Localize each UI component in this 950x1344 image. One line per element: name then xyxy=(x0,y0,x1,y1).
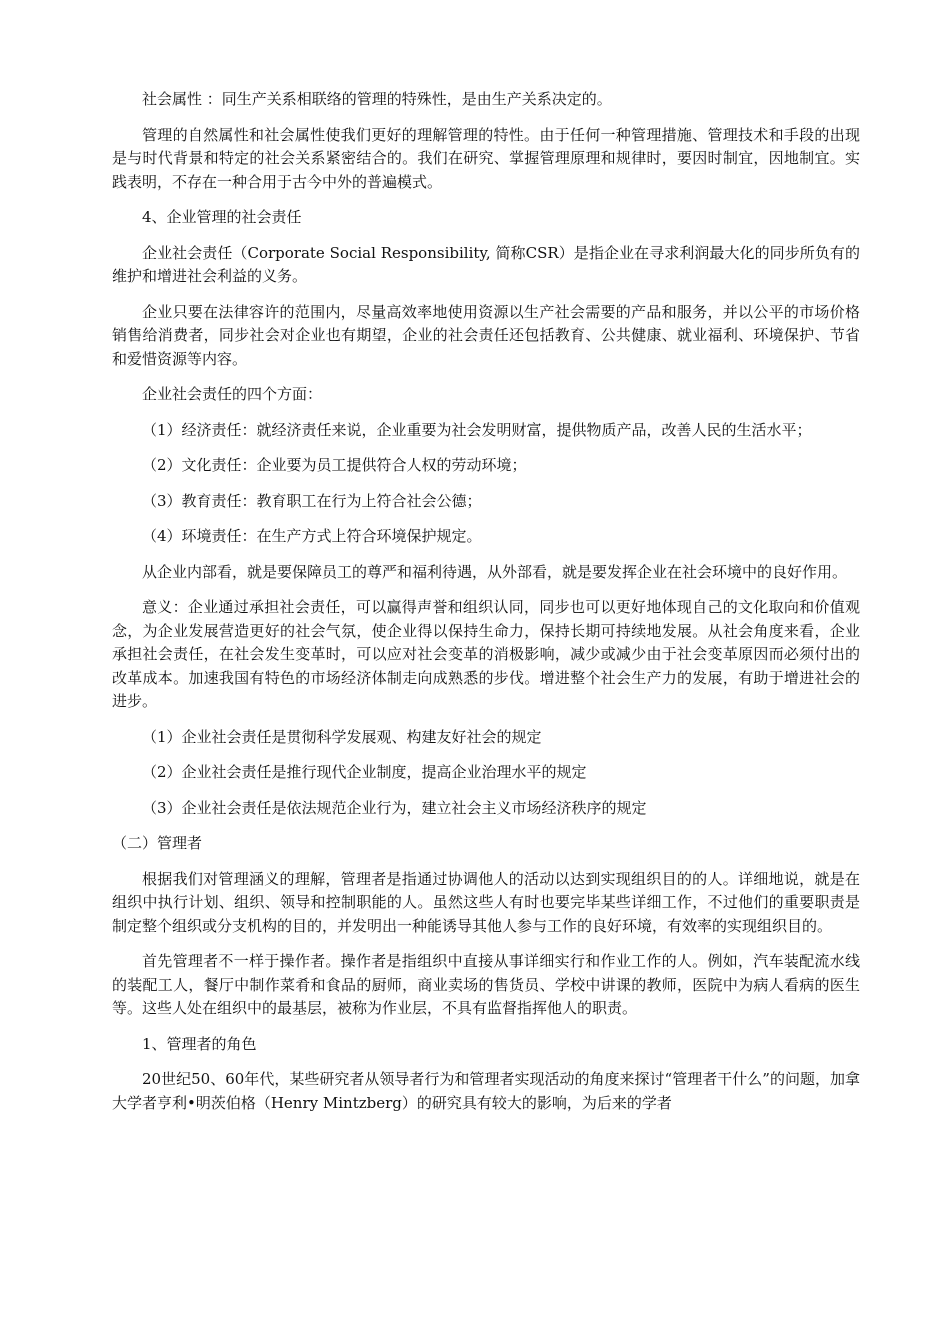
heading-manager-roles: 1、管理者的角色 xyxy=(142,1034,257,1053)
paragraph-csr-definition: 企业社会责任（Corporate Social Responsibility, 简称CSR）是指企业在寻求利润最大化的同步所负有的维护和增进社会利益的义务。 xyxy=(112,243,860,285)
list-item-economic-responsibility: （1）经济责任：就经济责任来说，企业重要为社会发明财富，提供物质产品，改善人民的生活水平； xyxy=(142,420,812,439)
list-item-environment-responsibility: （4）环境责任：在生产方式上符合环境保护规定。 xyxy=(142,527,482,545)
list-item-significance-2: （2）企业社会责任是推行现代企业制度，提高企业治理水平的规定 xyxy=(142,763,587,781)
paragraph-mintzberg: 20世纪50、60年代，某些研究者从领导者行为和管理者实现活动的角度来探讨“管理者干什么”的问题，加拿大学者亨利•明茨伯格（Henry Mintzberg）的研究具有较大的影响，为后来的学者 xyxy=(112,1070,860,1112)
heading-csr: 4、企业管理的社会责任 xyxy=(142,208,302,226)
document-page xyxy=(112,88,860,1127)
paragraph-manager-vs-operator: 首先管理者不一样于操作者。操作者是指组织中直接从事详细实行和作业工作的人。例如，汽车装配流水线的装配工人，餐厅中制作菜肴和食品的厨师，商业卖场的售货员、学校中讲课的教师，医院中为病人看病的医生等。这些人处在组织中的最基层，被称为作业层，不具有监督指挥他人的职责。 xyxy=(112,952,860,1017)
paragraph-csr-four-aspects: 企业社会责任的四个方面： xyxy=(142,385,323,403)
paragraph-management-attributes: 管理的自然属性和社会属性使我们更好的理解管理的特性。由于任何一种管理措施、管理技术和手段的出现是与时代背景和特定的社会关系紧密结合的。我们在研究、掌握管理原理和规律时，要因时制宜，因地制宜。实践表明，不存在一种合用于古今中外的普遍模式。 xyxy=(112,125,860,191)
list-item-significance-3: （3）企业社会责任是依法规范企业行为，建立社会主义市场经济秩序的规定 xyxy=(142,798,647,817)
list-item-cultural-responsibility: （2）文化责任：企业要为员工提供符合人权的劳动环境； xyxy=(142,456,527,474)
list-item-education-responsibility: （3）教育责任：教育职工在行为上符合社会公德； xyxy=(142,491,482,510)
heading-managers: （二）管理者 xyxy=(112,834,203,852)
paragraph-significance: 意义：企业通过承担社会责任，可以赢得声誉和组织认同，同步也可以更好地体现自己的文化取向和价值观念，为企业发展营造更好的社会气氛，使企业得以保持生命力，保持长期可持续地发展。从社会角度来看，企业承担社会责任，在社会发生变革时，可以应对社会变革的消极影响，减少或减少由于社会变革原因而必须付出的改革成本。加速我国有特色的市场经济体制走向成熟悉的步伐。增进整个社会生产力的发展，有助于增进社会的进步。 xyxy=(112,598,860,710)
paragraph-manager-definition: 根据我们对管理涵义的理解，管理者是指通过协调他人的活动以达到实现组织目的的人。详细地说，就是在组织中执行计划、组织、领导和控制职能的人。虽然这些人有时也要完毕某些详细工作，不过他们的重要职责是制定整个组织或分支机构的目的，并发明出一种能诱导其他人参与工作的良好环境，有效率的实现组织目的。 xyxy=(112,869,860,935)
paragraph-internal-external: 从企业内部看，就是要保障员工的尊严和福利待遇，从外部看，就是要发挥企业在社会环境中的良好作用。 xyxy=(142,562,848,581)
list-item-significance-1: （1）企业社会责任是贯彻科学发展观、构建友好社会的规定 xyxy=(142,727,542,746)
paragraph-social-attribute: 社会属性 ：同生产关系相联络的管理的特殊性，是由生产关系决定的。 xyxy=(142,90,612,108)
paragraph-csr-scope: 企业只要在法律容许的范围内，尽量高效率地使用资源以生产社会需要的产品和服务，并以公平的市场价格销售给消费者，同步社会对企业也有期望，企业的社会责任还包括教育、公共健康、就业福利、环境保护、节省和爱惜资源等内容。 xyxy=(112,302,860,368)
